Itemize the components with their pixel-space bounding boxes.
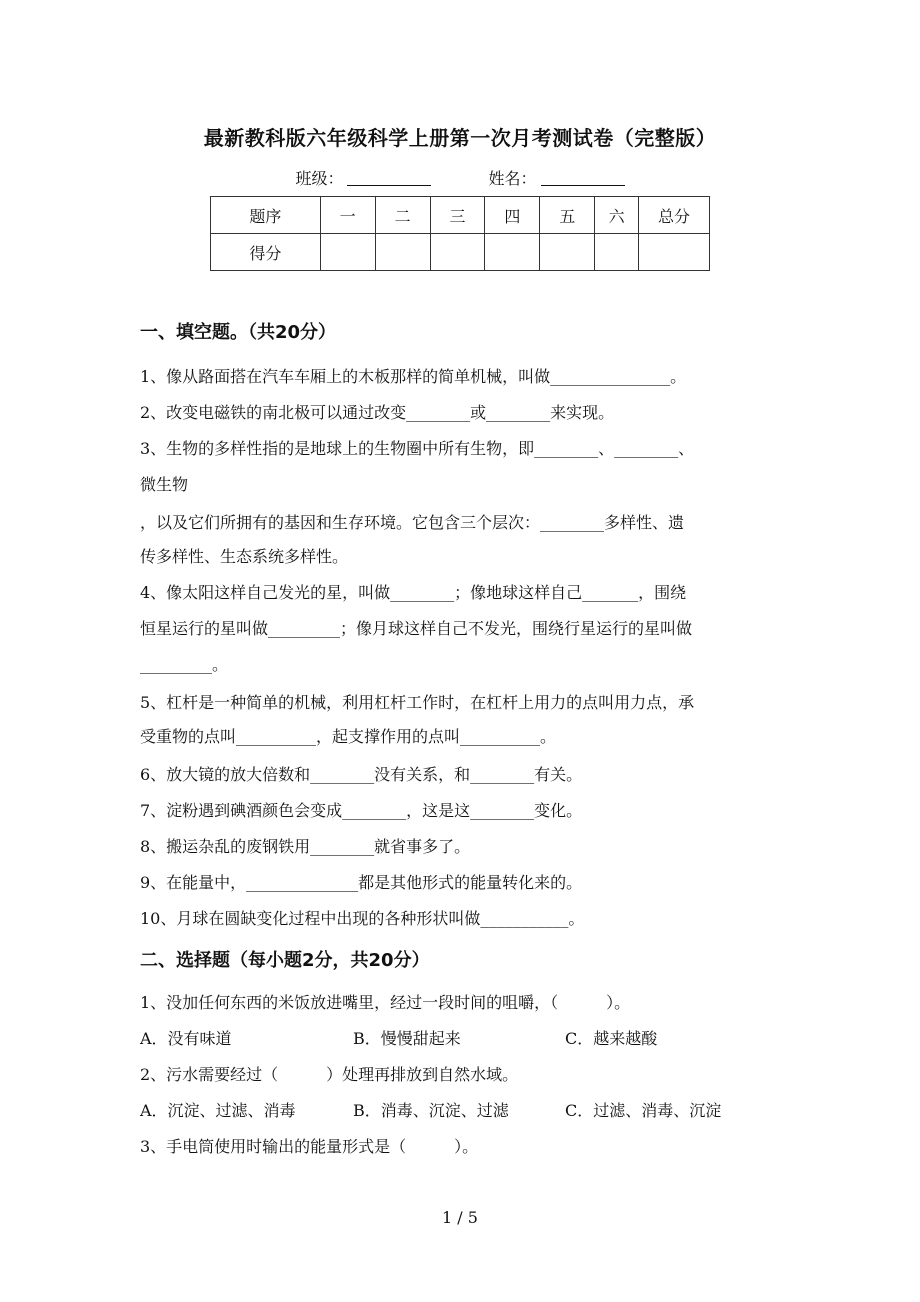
- score-cell[interactable]: [430, 234, 485, 271]
- score-header-cell: 六: [595, 197, 639, 234]
- name-label: 姓名：: [488, 169, 537, 188]
- name-field: [489, 166, 625, 189]
- page-title: 最新教科版六年级科学上册第一次月考测试卷（完整版）: [203, 126, 717, 150]
- question-line: 6、放大镜的放大倍数和________没有关系，和________有关。: [140, 765, 583, 784]
- question-line: 恒星运行的星叫做_________；像月球这样自己不发光，围绕行星运行的星叫做: [140, 619, 693, 638]
- score-row-label: 得分: [211, 234, 321, 271]
- choice-question-2: 2、污水需要经过（ ）处理再排放到自然水域。: [140, 1065, 519, 1084]
- question-line: 7、淀粉遇到碘酒颜色会变成________，这是这________变化。: [140, 801, 583, 820]
- section-2-heading: 二、选择题（每小题2分，共20分）: [140, 950, 430, 971]
- score-header-cell: 总分: [639, 197, 710, 234]
- student-info: [0, 166, 920, 189]
- question-line: 1、像从路面搭在汽车车厢上的木板那样的简单机械，叫做_______________。: [140, 367, 687, 386]
- score-table-header-row: [211, 197, 710, 234]
- option-a[interactable]: A．没有味道: [140, 1029, 232, 1048]
- score-header-cell: 四: [485, 197, 540, 234]
- question-line: 8、搬运杂乱的废钢铁用________就省事多了。: [140, 837, 471, 856]
- question-line: 5、杠杆是一种简单的机械，利用杠杆工作时，在杠杆上用力的点叫用力点，承: [140, 693, 695, 712]
- question-line: _________。: [140, 655, 229, 674]
- score-header-cell: 一: [320, 197, 375, 234]
- question-line: 微生物: [140, 475, 189, 494]
- score-header-cell: 三: [430, 197, 485, 234]
- option-b[interactable]: B．消毒、沉淀、过滤: [353, 1101, 509, 1120]
- score-table: [210, 196, 710, 271]
- option-c[interactable]: C．越来越酸: [565, 1029, 658, 1048]
- question-line: 2、改变电磁铁的南北极可以通过改变________或________来实现。: [140, 403, 615, 422]
- question-line: 4、像太阳这样自己发光的星，叫做________；像地球这样自己_______，围绕: [140, 583, 687, 602]
- score-cell[interactable]: [375, 234, 430, 271]
- class-label: 班级：: [295, 169, 344, 188]
- question-line: ，以及它们所拥有的基因和生存环境。它包含三个层次：________多样性、遗: [140, 513, 685, 532]
- score-header-cell: 二: [375, 197, 430, 234]
- name-blank[interactable]: [541, 169, 625, 186]
- question-line: 受重物的点叫__________，起支撑作用的点叫__________。: [140, 727, 557, 746]
- class-field: [295, 166, 431, 189]
- score-cell[interactable]: [485, 234, 540, 271]
- score-table-score-row: [211, 234, 710, 271]
- option-a[interactable]: A．沉淀、过滤、消毒: [140, 1101, 296, 1120]
- score-cell[interactable]: [540, 234, 595, 271]
- score-header-cell: 五: [540, 197, 595, 234]
- question-line: 10、月球在圆缺变化过程中出现的各种形状叫做___________。: [140, 909, 585, 928]
- score-cell[interactable]: [639, 234, 710, 271]
- option-c[interactable]: C．过滤、消毒、沉淀: [565, 1101, 722, 1120]
- option-b[interactable]: B．慢慢甜起来: [353, 1029, 461, 1048]
- page-number: 1 / 5: [442, 1208, 478, 1227]
- choice-question-3: 3、手电筒使用时输出的能量形式是（ ）。: [140, 1137, 479, 1156]
- choice-question-1: 1、没加任何东西的米饭放进嘴里，经过一段时间的咀嚼，（ ）。: [140, 993, 631, 1012]
- section-1-heading: 一、填空题。（共20分）: [140, 322, 337, 343]
- score-cell[interactable]: [595, 234, 639, 271]
- question-line: 传多样性、生态系统多样性。: [140, 547, 349, 566]
- score-header-cell: 题序: [211, 197, 321, 234]
- class-blank[interactable]: [347, 169, 431, 186]
- score-cell[interactable]: [320, 234, 375, 271]
- question-line: 3、生物的多样性指的是地球上的生物圈中所有生物，即________、________、: [140, 439, 695, 458]
- question-line: 9、在能量中，______________都是其他形式的能量转化来的。: [140, 873, 583, 892]
